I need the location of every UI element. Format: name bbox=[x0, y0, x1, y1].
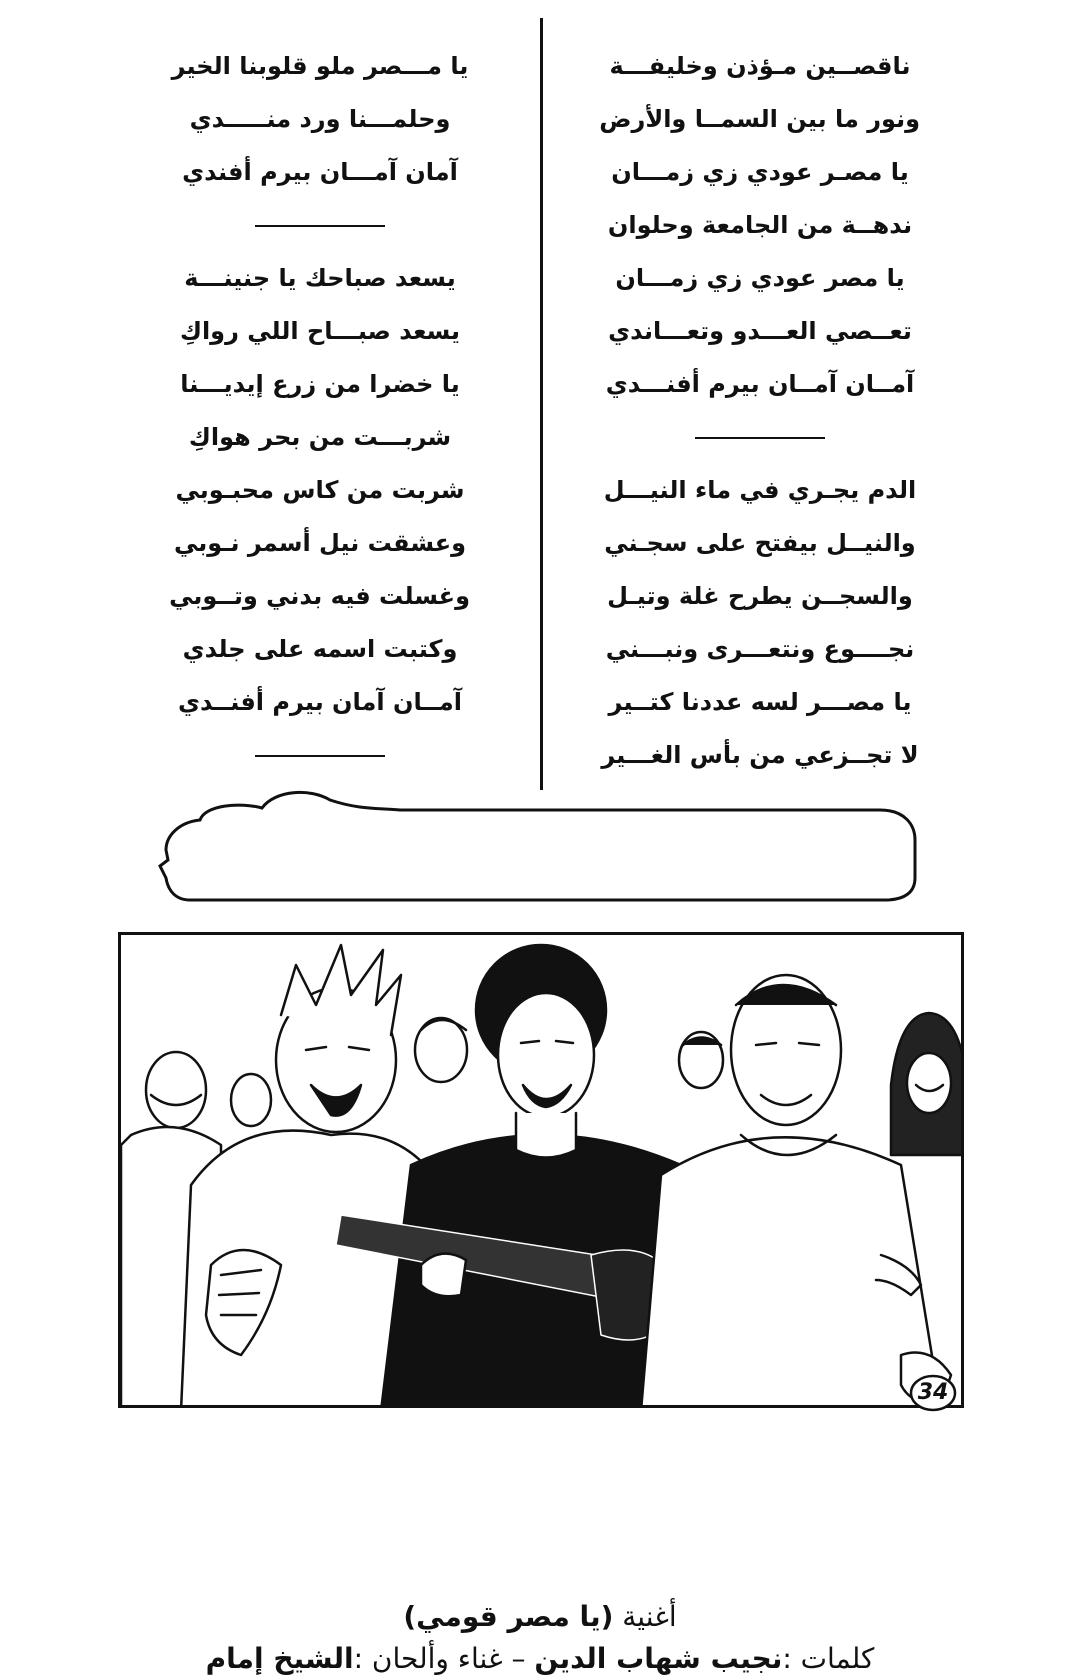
poem-line: وغسلت فيه بدني وتــوبي bbox=[169, 582, 470, 610]
poem-line: ندهــة من الجامعة وحلوان bbox=[607, 211, 913, 239]
composer-name: الشيخ إمام bbox=[205, 1642, 354, 1675]
song-prefix: أغنية bbox=[622, 1600, 677, 1633]
credits-line bbox=[160, 1642, 920, 1675]
poem-line: شربـــت من بحر هواكِ bbox=[188, 423, 452, 451]
poem-line: آمان آمـــان بيرم أفندي bbox=[182, 158, 458, 186]
speech-bubble-outline bbox=[0, 780, 1080, 920]
stanza-separator bbox=[170, 729, 470, 782]
poem-line: والنيــل بيفتح على سجـني bbox=[604, 529, 916, 557]
poem-line: يا مصـر عودي زي زمـــان bbox=[611, 158, 909, 186]
poem-line: آمــان آمان بيرم أفنــدي bbox=[178, 688, 462, 716]
poem-line: ناقصــين مـؤذن وخليفـــة bbox=[609, 52, 911, 80]
poem-line: يا مصر عودي زي زمـــان bbox=[615, 264, 905, 292]
poem-line: وحلمـــنا ورد منـــــدي bbox=[189, 105, 451, 133]
poem-line: وكتبت اسمه على جلدي bbox=[182, 635, 458, 663]
poem-line: يا مـــصر ملو قلوبنا الخير bbox=[171, 52, 469, 80]
stanza-separator bbox=[170, 199, 470, 252]
words-label: كلمات : bbox=[782, 1642, 875, 1675]
poem-line: يسعد صبـــاح اللي رواكِ bbox=[179, 317, 461, 345]
singing-label: غناء وألحان : bbox=[353, 1642, 503, 1675]
credit-dash: – bbox=[502, 1642, 535, 1675]
stanza-separator bbox=[600, 411, 920, 464]
poem-line: وعشقت نيل أسمر نـوبي bbox=[173, 529, 467, 557]
song-title: (يا مصر قومي) bbox=[403, 1600, 614, 1633]
poem-line: آمــان آمــان بيرم أفنـــدي bbox=[605, 370, 915, 398]
column-divider bbox=[540, 18, 543, 790]
comic-panel bbox=[118, 932, 964, 1408]
poem-line: يسعد صباحك يا جنينـــة bbox=[184, 264, 456, 292]
poem-line: تعــصي العـــدو وتعـــاندي bbox=[608, 317, 912, 345]
poem-area bbox=[0, 0, 1080, 800]
poem-right-column bbox=[600, 40, 920, 782]
poem-line: شربت من كاس محبـوبي bbox=[175, 476, 465, 504]
lyricist-name: نجيب شهاب الدين bbox=[534, 1642, 783, 1675]
crowd-illustration bbox=[121, 935, 964, 1408]
poem-line: لا تجــزعي من بأس الغـــير bbox=[601, 741, 919, 769]
poem-line: ونور ما بين السمــا والأرض bbox=[599, 105, 920, 133]
poem-line: يا خضرا من زرع إيديـــنا bbox=[180, 370, 460, 398]
poem-line: والسجــن يطرح غلة وتيـل bbox=[607, 582, 913, 610]
poem-line: يا مصـــر لسه عددنا كتــير bbox=[608, 688, 912, 716]
poem-line: نجــــوع ونتعـــرى ونبـــني bbox=[605, 635, 915, 663]
poem-left-column bbox=[170, 40, 470, 782]
poem-line: الدم يجـري في ماء النيـــل bbox=[603, 476, 917, 504]
song-title-line bbox=[300, 1600, 780, 1633]
page-number: 34 bbox=[917, 1380, 949, 1405]
